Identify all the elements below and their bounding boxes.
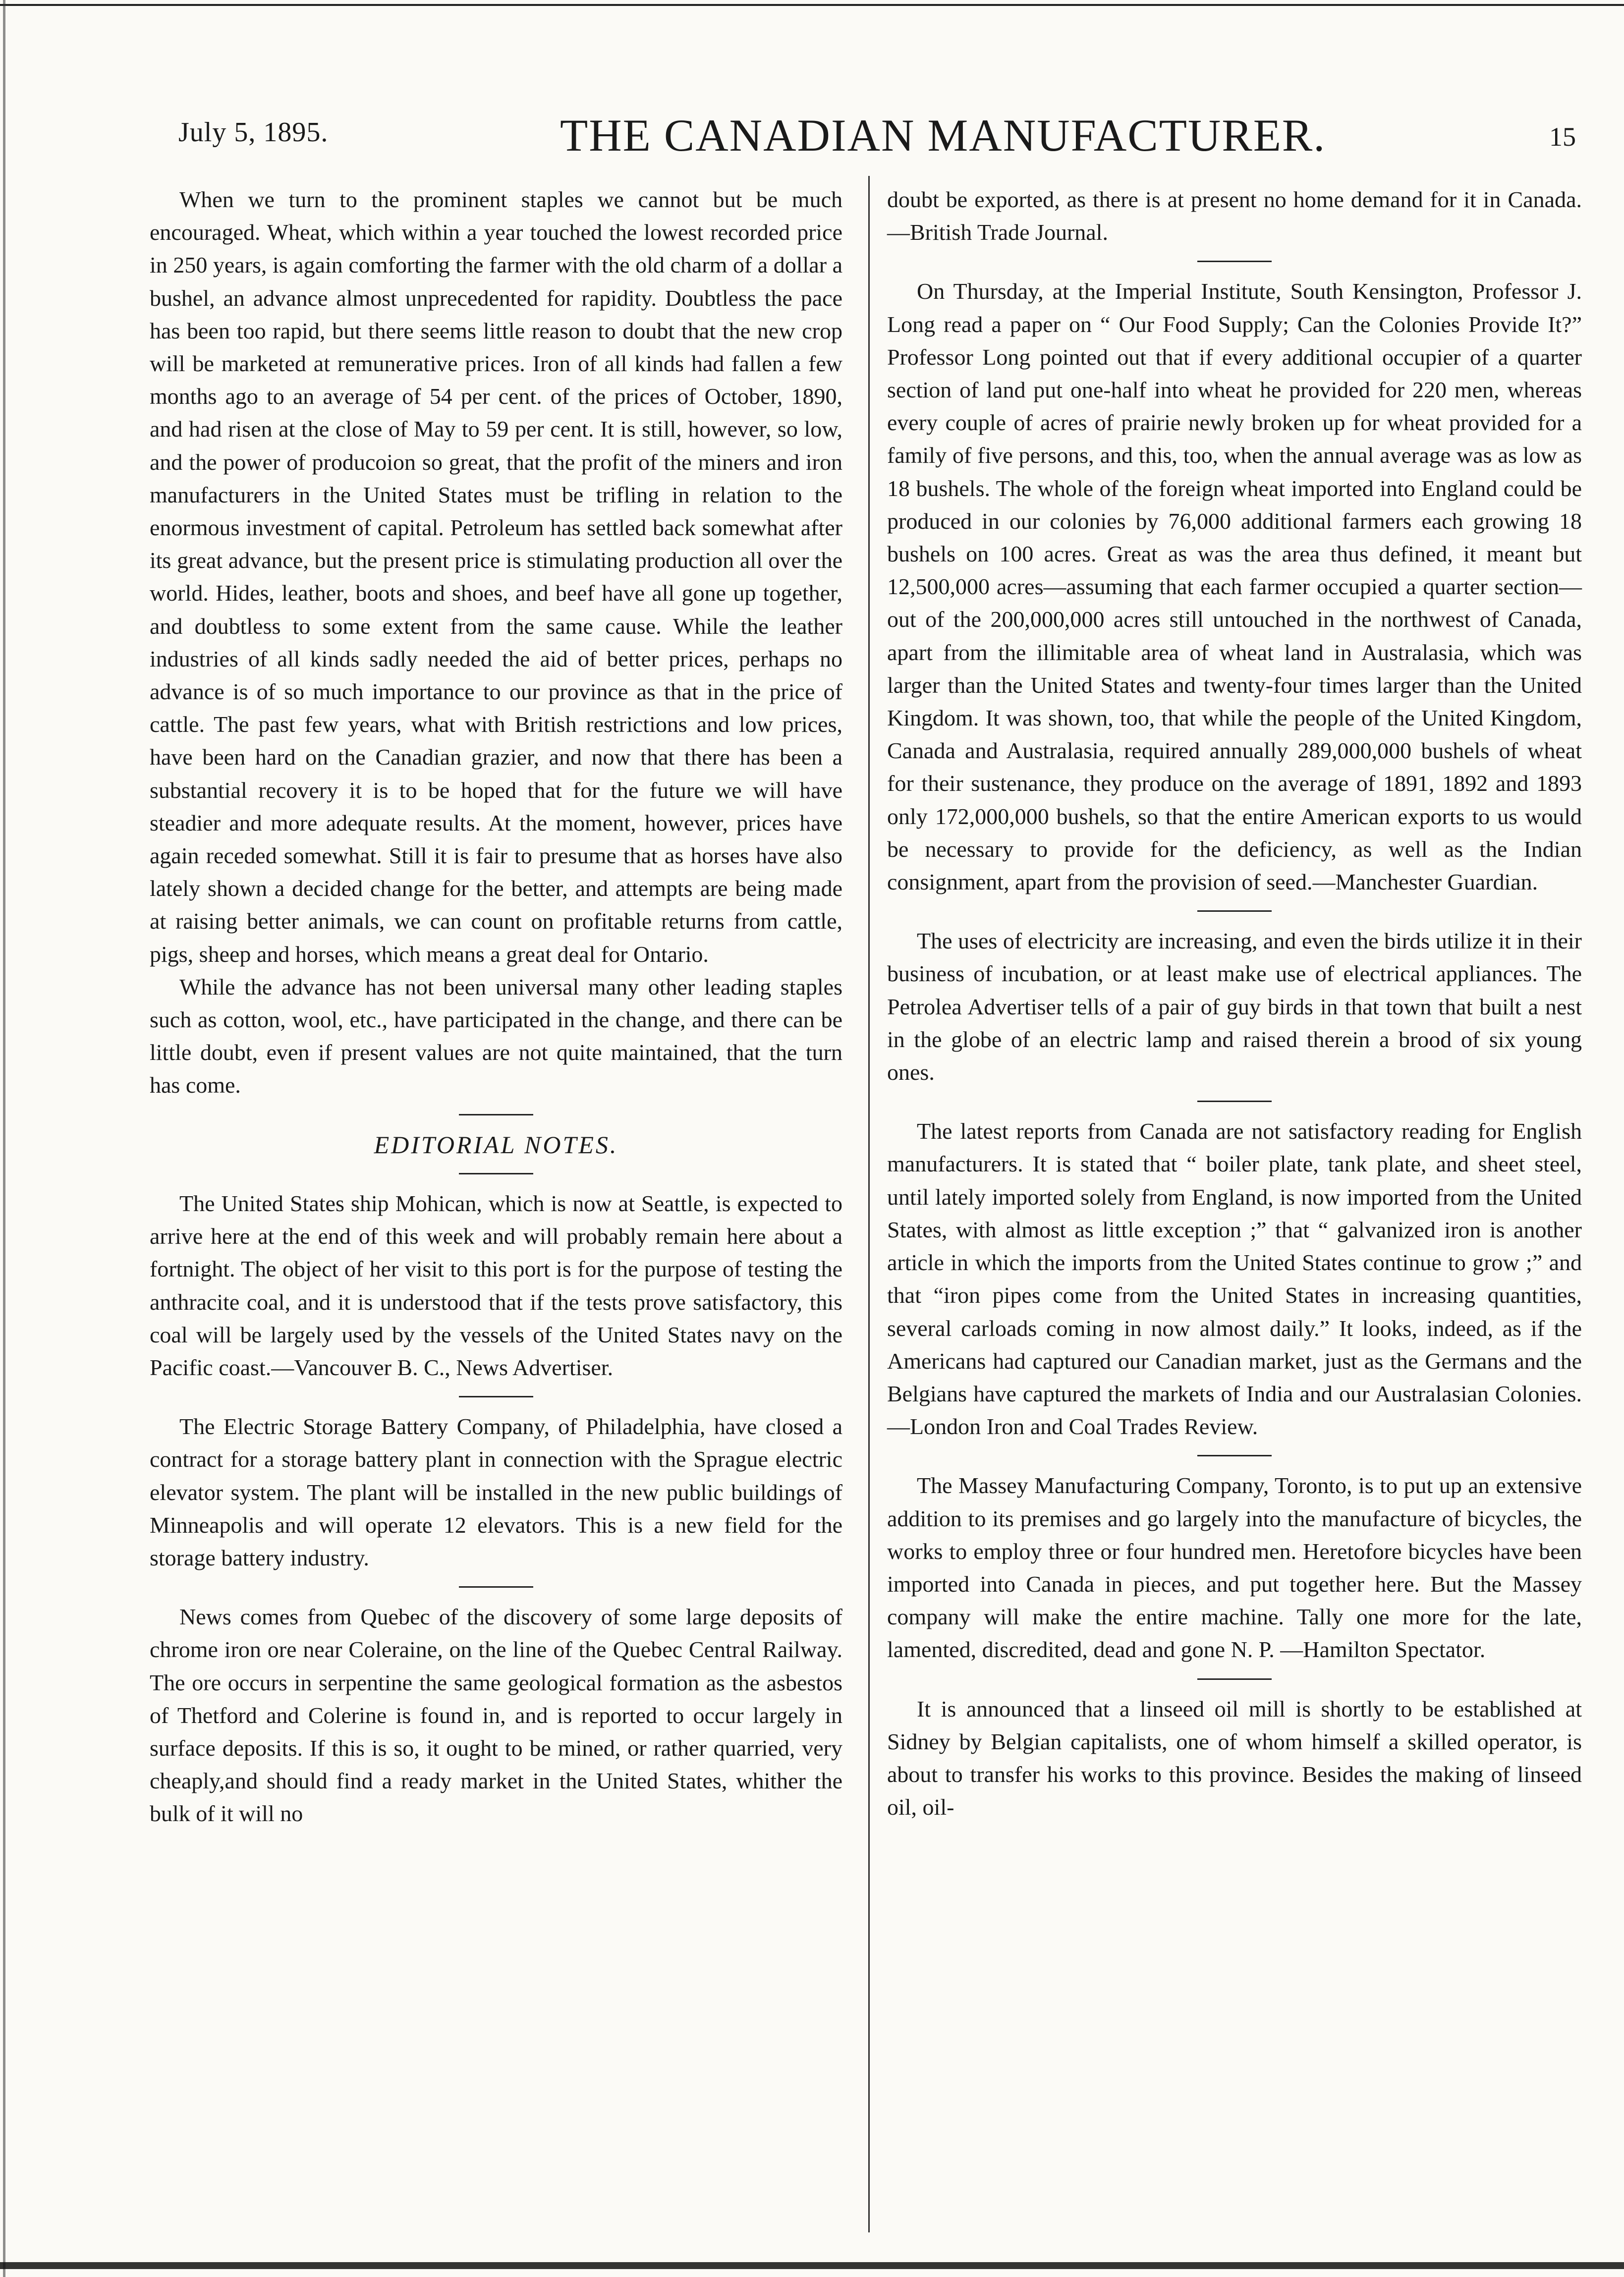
note-food-supply: On Thursday, at the Imperial Institute, South Kensington, Professor J. Long read a paper on “ Our Food Supply; Can the Colonies Provide It?” Professor Long pointed out that if every additional occupier of a quarter section of land put one-half into wheat he provided for 220 men, whereas every couple of acres of prairie newly broken up for wheat provided for a family of five persons, and this, too, when the annual average was as low as 18 bushels. The whole of the foreign wheat imported into England could be produced in our colonies by 76,000 additional farmers each growing 18 bushels on 100 acres. Great as was the area thus defined, it meant but 12,500,000 acres—assuming that each farmer occupied a quarter section—out of the 200,000,000 acres still untouched in the northwest of Canada, apart from the illimitable area of wheat land in Australasia, which was larger than the United States and twenty-four times larger than the United Kingdom. It was shown, too, that while the people of the United Kingdom, Canada and Australasia, required annually 289,000,000 bushels of wheat for their sustenance, they produce on the average of 1891, 1892 and 1893 only 172,000,000 bushels, so that the entire American exports to us would be necessary to provide for the deficiency, as well as the Indian consignment, apart from the provision of seed.—Manchester Guardian. bbox=[887, 278, 1582, 895]
separator-rule bbox=[459, 1114, 533, 1115]
article-staples-paragraph-1: When we turn to the prominent staples we cannot but be much encouraged. Wheat, which within a year touched the lowest recorded price in 250 years, is again comforting the farmer with the old charm of a dollar a bushel, an advance almost unprecedented for rapidity. Doubtless the pace has been too rapid, but there seems little reason to doubt that the new crop will be marketed at remunerative prices. Iron of all kinds had fallen a few months ago to an average of 54 per cent. of the prices of October, 1890, and had risen at the close of May to 59 per cent. It is still, however, so low, and the power of producoion so great, that the profit of the miners and iron manufacturers in the United States must be trifling in relation to the enormous investment of capital. Petroleum has settled back somewhat after its great advance, but the present price is stimulating production all over the world. Hides, leather, boots and shoes, and beef have all gone up together, and doubtless to some extent from the same cause. While the leather industries of all kinds sadly needed the aid of better prices, perhaps no advance is of so much importance to our province as that in the price of cattle. The past few years, what with British restrictions and low prices, have been hard on the Canadian grazier, and now that there has been a substantial recovery it is to be hoped that for the future we will have steadier and more adequate results. At the moment, however, prices have again receded somewhat. Still it is fair to presume that as horses have also lately shown a decided change for the better, and attempts are being made at raising better animals, we can count on profitable returns from cattle, pigs, sheep and horses, which means a great deal for Ontario. bbox=[150, 187, 842, 967]
issue-date: July 5, 1895. bbox=[178, 117, 329, 148]
note-chrome-iron-ore: News comes from Quebec of the discovery of some large deposits of chrome iron ore near Coleraine, on the line of the Quebec Central Railway. The ore occurs in serpentine the same geological formation as the asbestos of Thetford and Colerine is found in, and is reported to occur largely in surface deposits. If this is so, it ought to be mined, or rather quarried, very cheaply,and should find a ready market in the United States, whither the bulk of it will no bbox=[150, 1604, 842, 1827]
separator-rule bbox=[459, 1586, 533, 1588]
article-staples-paragraph-2: While the advance has not been universal many other leading staples such as cotton, wool, etc., have participated in the change, and there can be little doubt, even if present values are not quite maintained, that the turn has come. bbox=[150, 974, 842, 1098]
column-divider bbox=[868, 176, 870, 2232]
scan-bottom-edge bbox=[0, 2262, 1624, 2269]
note-canada-reports: The latest reports from Canada are not satisfactory reading for English manufacturers. It is stated that “ boiler plate, tank plate, and sheet steel, until lately imported solely from England, is now imported from the United States, with almost as little exception ;” that “ galvanized iron is another article in which the imports from the United States continue to grow ;” and that “iron pipes come from the United States in increasing quantities, several carloads coming in now almost daily.” It looks, indeed, as if the Americans had captured our Canadian market, just as the Germans and the Belgians have captured the markets of India and our Australasian Colonies.—London Iron and Coal Trades Review. bbox=[887, 1118, 1582, 1440]
page-number: 15 bbox=[1549, 122, 1576, 152]
separator-rule bbox=[1197, 1101, 1272, 1102]
right-column bbox=[887, 183, 1582, 1824]
note-electric-storage-battery: The Electric Storage Battery Company, of Philadelphia, have closed a contract for a storage battery plant in connection with the Sprague electric elevator system. The plant will be installed in the new public buildings of Minneapolis and will operate 12 elevators. This is a new field for the storage battery industry. bbox=[150, 1414, 842, 1570]
section-heading-editorial-notes: EDITORIAL NOTES. bbox=[374, 1130, 618, 1159]
scan-left-edge bbox=[3, 0, 5, 2277]
note-mohican: The United States ship Mohican, which is now at Seattle, is expected to arrive here at the end of this week and will probably remain here about a fortnight. The object of her visit to this port is for the purpose of testing the anthracite coal, and it is understood that if the tests prove satisfactory, this coal will be largely used by the vessels of the United States navy on the Pacific coast.—Vancouver B. C., News Advertiser. bbox=[150, 1190, 842, 1380]
page-header bbox=[173, 107, 1586, 166]
separator-rule bbox=[1197, 1455, 1272, 1456]
separator-rule bbox=[1197, 1678, 1272, 1680]
separator-rule bbox=[1197, 910, 1272, 912]
left-column bbox=[150, 183, 842, 1831]
note-massey-bicycles: The Massey Manufacturing Company, Toronto, is to put up an extensive addition to its premises and go largely into the manufacture of bicycles, the works to employ three or four hundred men. Heretofore bicycles have been imported into Canada in pieces, and put together here. But the Massey company will make the entire machine. Tally one more for the late, lamented, discredited, dead and gone N. P. —Hamilton Spectator. bbox=[887, 1473, 1582, 1663]
publication-title: THE CANADIAN MANUFACTURER. bbox=[560, 110, 1326, 161]
separator-rule bbox=[1197, 261, 1272, 262]
note-linseed-oil-mill: It is announced that a linseed oil mill is shortly to be established at Sidney by Belgian capitalists, one of whom himself a skilled operator, is about to transfer his works to this province. Besides the making of linseed oil, oil- bbox=[887, 1696, 1582, 1820]
note-chrome-iron-ore-continued: doubt be exported, as there is at present no home demand for it in Canada.—British Trade Journal. bbox=[887, 187, 1582, 245]
separator-rule bbox=[459, 1173, 533, 1174]
page-top-rule bbox=[0, 4, 1624, 6]
separator-rule bbox=[459, 1396, 533, 1397]
note-electricity-birds: The uses of electricity are increasing, and even the birds utilize it in their business of incubation, or at least make use of electrical appliances. The Petrolea Advertiser tells of a pair of guy birds in that town that built a nest in the globe of an electric lamp and raised therein a brood of six young ones. bbox=[887, 928, 1582, 1085]
